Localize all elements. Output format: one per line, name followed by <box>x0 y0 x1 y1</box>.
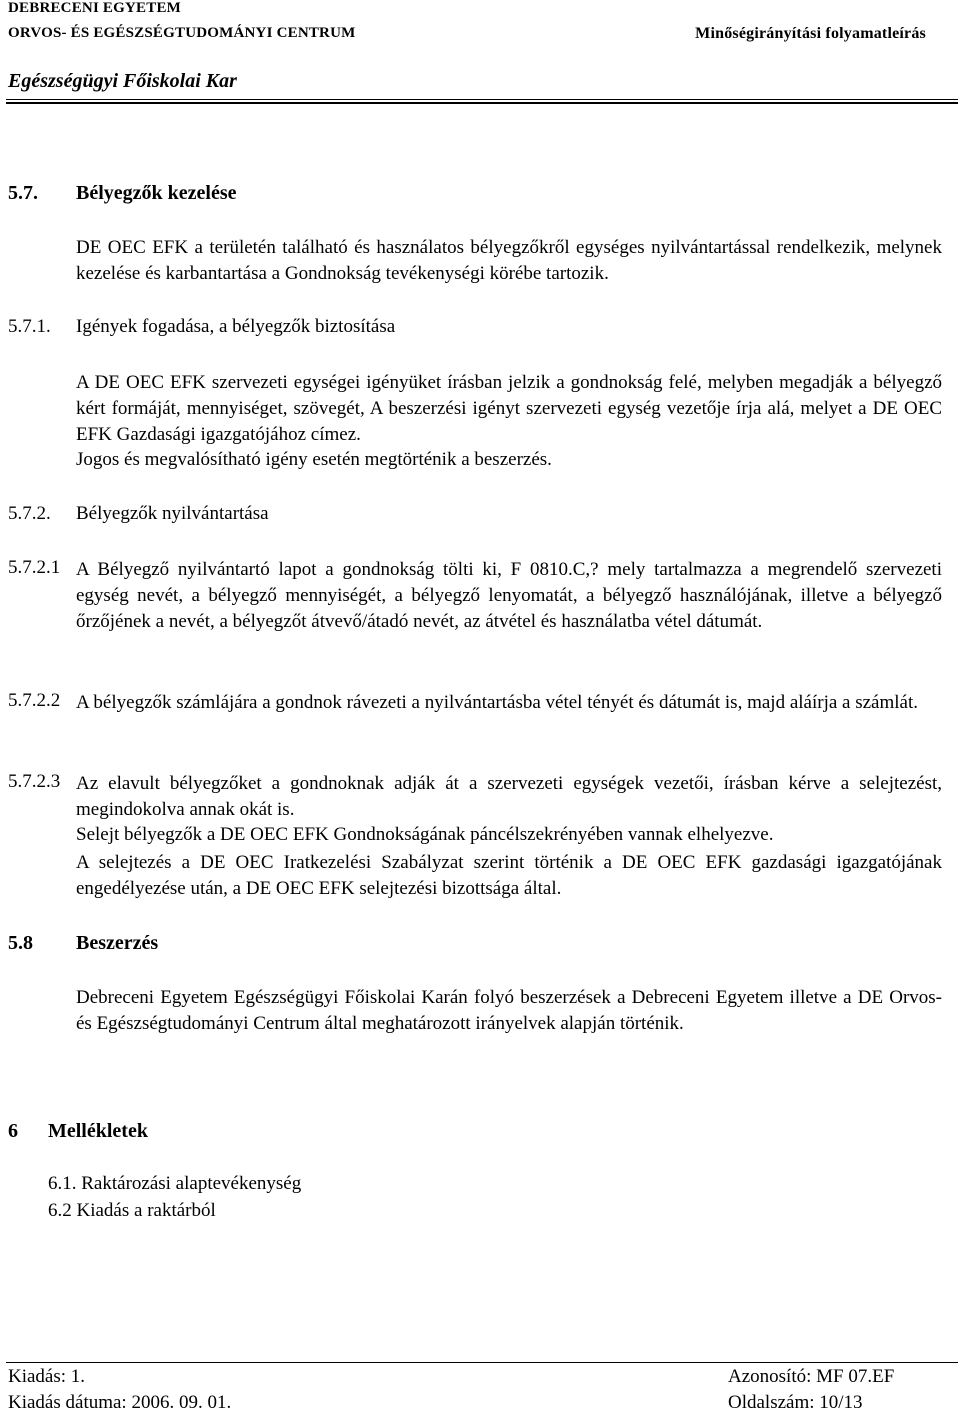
section-5-7-1-title: Igények fogadása, a bélyegzők biztosítása <box>76 316 396 337</box>
section-5-7-2-3-paragraph-2: Selejt bélyegzők a DE OEC EFK Gondnokságának páncélszekrényében vannak elhelyezve. <box>76 824 774 845</box>
section-5-7-2-number: 5.7.2. <box>8 503 51 524</box>
footer-edition: Kiadás: 1. <box>8 1366 86 1387</box>
header-rule-thin <box>6 99 958 100</box>
section-5-7-1-text: A DE OEC EFK szervezeti egységei igényüket írásban jelzik a gondnokság felé, melyben megadják a bélyegző kért formáját, mennyiséget, szövegét, A beszerzési igényt szervezeti egység vezetője írja alá, melyet a DE OEC EFK Gazdasági igazgatójához címez. <box>76 372 942 445</box>
footer-edition-date: Kiadás dátuma: 2006. 09. 01. <box>8 1392 232 1413</box>
section-5-7-1-paragraph-2: Jogos és megvalósítható igény esetén megtörténik a beszerzés. <box>76 449 552 470</box>
header-rule-thick <box>6 102 958 104</box>
header-center: ORVOS- ÉS EGÉSZSÉGTUDOMÁNYI CENTRUM <box>8 25 356 41</box>
footer-identifier: Azonosító: MF 07.EF <box>728 1366 895 1387</box>
section-5-7-2-1-text: A Bélyegző nyilvántartó lapot a gondnokság tölti ki, F 0810.C,? mely tartalmazza a megrendelő szervezeti egység nevét, a bélyegző mennyiségét, a bélyegző lenyomatát, a bélyegző használójának, illetve a bélyegző őrzőjének a nevét, a bélyegzőt átvevő/átadó nevét, az átvétel és használatba vétel dátumát. <box>76 559 942 632</box>
section-5-7-2-1-paragraph <box>76 557 942 635</box>
section-5-7-text: DE OEC EFK a területén található és használatos bélyegzőkről egységes nyilvántartással rendelkezik, melynek kezelése és karbantartása a Gondnokság tevékenységi körébe tartozik. <box>76 237 942 284</box>
attachment-item: 6.1. Raktározási alaptevékenység <box>48 1173 302 1194</box>
footer-page-number: Oldalszám: 10/13 <box>728 1392 863 1413</box>
section-6-number: 6 <box>8 1120 18 1142</box>
section-5-7-2-2-number: 5.7.2.2 <box>8 690 61 711</box>
section-5-8-title: Beszerzés <box>76 932 159 954</box>
section-6-title: Mellékletek <box>48 1120 148 1142</box>
section-5-7-2-1-number: 5.7.2.1 <box>8 557 61 578</box>
section-5-7-2-2-paragraph <box>76 690 942 716</box>
section-5-7-2-3-text-3: A selejtezés a DE OEC Iratkezelési Szabályzat szerint történik a DE OEC EFK gazdasági igazgatójának engedélyezése után, a DE OEC EFK selejtezési bizottsága által. <box>76 852 942 899</box>
section-5-7-2-3-number: 5.7.2.3 <box>8 771 61 792</box>
section-5-7-2-2-text: A bélyegzők számlájára a gondnok rávezeti a nyilvántartásba vétel tényét és dátumát is, majd aláírja a számlát. <box>76 692 918 713</box>
section-5-7-2-3-text: Az elavult bélyegzőket a gondnoknak adják át a szervezeti egységek vezetői, írásban kérve a selejtezést, megindokolva annak okát is. <box>76 773 942 820</box>
attachment-item: 6.2 Kiadás a raktárból <box>48 1200 216 1221</box>
header-university: DEBRECENI EGYETEM <box>8 0 182 16</box>
section-5-8-paragraph <box>76 985 942 1037</box>
section-5-7-1-paragraph <box>76 370 942 448</box>
header-doc-type: Minőségirányítási folyamatleírás <box>695 25 926 42</box>
section-5-8-text: Debreceni Egyetem Egészségügyi Főiskolai Karán folyó beszerzések a Debreceni Egyetem illetve a DE Orvos- és Egészségtudományi Centrum által meghatározott irányelvek alapján történik. <box>76 987 942 1034</box>
section-5-7-number: 5.7. <box>8 182 38 204</box>
section-5-7-paragraph <box>76 235 942 287</box>
section-5-7-2-title: Bélyegzők nyilvántartása <box>76 503 269 524</box>
header-faculty: Egészségügyi Főiskolai Kar <box>8 70 237 92</box>
section-5-7-2-3-paragraph <box>76 771 942 823</box>
section-5-7-1-number: 5.7.1. <box>8 316 51 337</box>
section-5-7-title: Bélyegzők kezelése <box>76 182 237 204</box>
section-5-8-number: 5.8 <box>8 932 33 954</box>
section-5-7-2-3-paragraph-3 <box>76 850 942 902</box>
footer-rule <box>6 1362 958 1363</box>
